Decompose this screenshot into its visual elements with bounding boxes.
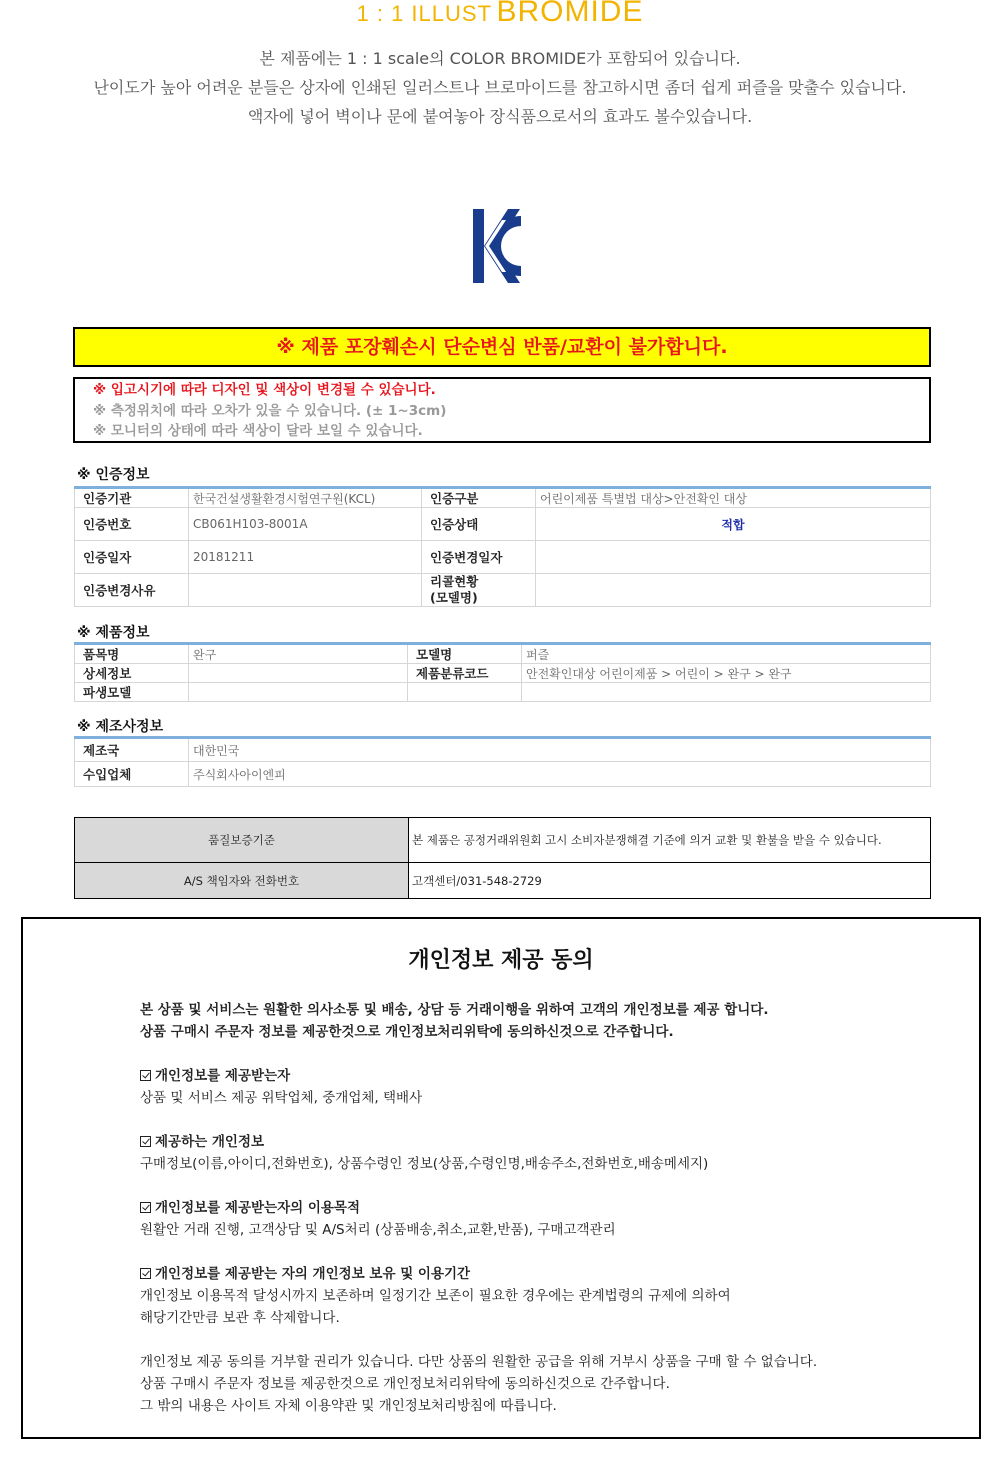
quality-label: 품질보증기준 bbox=[75, 818, 409, 863]
bromide-title bbox=[0, 0, 1000, 37]
table-row bbox=[75, 508, 931, 541]
privacy-section-title: 제공하는 개인정보 bbox=[155, 1134, 265, 1150]
as-label: A/S 책임자와 전화번호 bbox=[75, 863, 409, 899]
cert-value bbox=[189, 574, 422, 607]
privacy-section-heading bbox=[140, 1131, 969, 1153]
table-row bbox=[75, 818, 931, 863]
privacy-consent-box bbox=[21, 917, 981, 1439]
cert-status-value: 적합 bbox=[536, 508, 931, 541]
privacy-section-text: 개인정보 이용목적 달성시까지 보존하며 일정기간 보존이 필요한 경우에는 관계법령의 규제에 의하여 bbox=[140, 1288, 731, 1304]
privacy-intro-line: 본 상품 및 서비스는 원활한 의사소통 및 배송, 상담 등 거래이행을 위하여 고객의 개인정보를 제공 합니다. bbox=[140, 1002, 769, 1018]
privacy-section-title: 개인정보를 제공받는자 bbox=[155, 1068, 291, 1084]
manufacturer-value: 주식회사아이엔피 bbox=[189, 762, 931, 787]
product-label bbox=[408, 683, 522, 702]
manufacturer-value: 대한민국 bbox=[189, 738, 931, 762]
bromide-title-small: 1 : 1 ILLUST bbox=[356, 1, 493, 26]
manufacturer-table bbox=[74, 736, 931, 787]
manufacturer-label: 수입업체 bbox=[75, 762, 189, 787]
cert-label: 인증변경사유 bbox=[75, 574, 189, 607]
cert-label: 인증기관 bbox=[75, 488, 189, 508]
as-contact-value: 고객센터/031-548-2729 bbox=[409, 863, 931, 899]
intro-line: 본 제품에는 1 : 1 scale의 COLOR BROMIDE가 포함되어 있습니다. bbox=[259, 49, 741, 68]
privacy-section-title: 개인정보를 제공받는 자의 개인정보 보유 및 이용기간 bbox=[155, 1266, 471, 1282]
product-value: 퍼즐 bbox=[522, 644, 931, 664]
table-row bbox=[75, 488, 931, 508]
table-row bbox=[75, 683, 931, 702]
checkbox-checked-icon bbox=[140, 1268, 151, 1279]
certification-heading: ※ 인증정보 bbox=[77, 467, 150, 483]
product-value bbox=[522, 683, 931, 702]
table-row bbox=[75, 738, 931, 762]
table-row bbox=[75, 863, 931, 899]
privacy-closing-line: 개인정보 제공 동의를 거부할 권리가 있습니다. 다만 상품의 원활한 공급을 위해 거부시 상품을 구매 할 수 없습니다. bbox=[140, 1354, 818, 1370]
quality-table bbox=[74, 817, 931, 899]
privacy-section-text: 상품 및 서비스 제공 위탁업체, 중개업체, 택배사 bbox=[140, 1090, 423, 1106]
product-label: 품목명 bbox=[75, 644, 189, 664]
cert-label: 인증구분 bbox=[422, 488, 536, 508]
product-label: 제품분류코드 bbox=[408, 664, 522, 683]
privacy-section-heading bbox=[140, 1197, 969, 1219]
manufacturer-label: 제조국 bbox=[75, 738, 189, 762]
product-heading: ※ 제품정보 bbox=[77, 625, 150, 641]
privacy-section-title: 개인정보를 제공받는자의 이용목적 bbox=[155, 1200, 361, 1216]
intro-line: 액자에 넣어 벽이나 문에 붙여놓아 장식품으로서의 효과도 볼수있습니다. bbox=[247, 107, 753, 126]
intro-line: 난이도가 높아 어려운 분들은 상자에 인쇄된 일러스트나 브로마이드를 참고하시면 좀더 쉽게 퍼즐을 맞출수 있습니다. bbox=[93, 78, 907, 97]
product-value: 안전확인대상 어린이제품 > 어린이 > 완구 > 완구 bbox=[522, 664, 931, 683]
product-label: 상세정보 bbox=[75, 664, 189, 683]
recall-status-text: 리콜현황 (모델명) bbox=[430, 574, 479, 605]
cert-value: CB061H103-8001A bbox=[189, 508, 422, 541]
manufacturer-heading: ※ 제조사정보 bbox=[77, 719, 164, 735]
quality-value: 본 제품은 공정거래위원회 고시 소비자분쟁해결 기준에 의거 교환 및 환불을 받을 수 있습니다. bbox=[409, 818, 931, 863]
privacy-body bbox=[140, 999, 969, 1417]
checkbox-checked-icon bbox=[140, 1202, 151, 1213]
certification-table bbox=[74, 486, 931, 607]
table-row bbox=[75, 644, 931, 664]
cert-label: 인증변경일자 bbox=[422, 541, 536, 574]
privacy-closing-line: 상품 구매시 주문자 정보를 제공한것으로 개인정보처리위탁에 동의하신것으로 간주합니다. bbox=[140, 1376, 670, 1392]
checkbox-checked-icon bbox=[140, 1136, 151, 1147]
privacy-section-heading bbox=[140, 1065, 969, 1087]
bromide-title-big: BROMIDE bbox=[496, 0, 644, 28]
kc-certification-icon bbox=[472, 208, 522, 284]
privacy-section-heading bbox=[140, 1263, 969, 1285]
product-value bbox=[189, 664, 408, 683]
table-row bbox=[75, 574, 931, 607]
privacy-section-text: 원활안 거래 진행, 고객상담 및 A/S처리 (상품배송,취소,교환,반품), 구매고객관리 bbox=[140, 1222, 616, 1238]
cert-label: 인증번호 bbox=[75, 508, 189, 541]
checkbox-checked-icon bbox=[140, 1070, 151, 1081]
table-row bbox=[75, 541, 931, 574]
product-value: 완구 bbox=[189, 644, 408, 664]
product-label: 파생모델 bbox=[75, 683, 189, 702]
cert-value bbox=[536, 541, 931, 574]
cert-value bbox=[536, 574, 931, 607]
product-label: 모델명 bbox=[408, 644, 522, 664]
privacy-intro-line: 상품 구매시 주문자 정보를 제공한것으로 개인정보처리위탁에 동의하신것으로 간주합니다. bbox=[140, 1024, 674, 1040]
cert-value: 어린이제품 특별법 대상>안전확인 대상 bbox=[536, 488, 931, 508]
cert-label: 인증일자 bbox=[75, 541, 189, 574]
notice-line: ※ 모니터의 상태에 따라 색상이 달라 보일 수 있습니다. bbox=[93, 423, 423, 439]
notice-line: ※ 입고시기에 따라 디자인 및 색상이 변경될 수 있습니다. bbox=[93, 382, 436, 398]
notice-box bbox=[73, 377, 931, 443]
product-table bbox=[74, 642, 931, 702]
table-row bbox=[75, 664, 931, 683]
privacy-section-text: 구매정보(이름,아이디,전화번호), 상품수령인 정보(상품,수령인명,배송주소,전화번호,배송메세지) bbox=[140, 1156, 709, 1172]
return-warning-banner: ※ 제품 포장훼손시 단순변심 반품/교환이 불가합니다. bbox=[73, 327, 931, 367]
privacy-closing-line: 그 밖의 내용은 사이트 자체 이용약관 및 개인정보처리방침에 따릅니다. bbox=[140, 1398, 557, 1414]
cert-value: 20181211 bbox=[189, 541, 422, 574]
privacy-title: 개인정보 제공 동의 bbox=[408, 948, 594, 973]
notice-line: ※ 측정위치에 따라 오차가 있을 수 있습니다. (± 1~3cm) bbox=[93, 402, 447, 419]
table-row bbox=[75, 762, 931, 787]
cert-label: 인증상태 bbox=[422, 508, 536, 541]
product-value bbox=[189, 683, 408, 702]
recall-status-label bbox=[422, 574, 536, 607]
cert-value: 한국건설생활환경시험연구원(KCL) bbox=[189, 488, 422, 508]
privacy-section-text: 해당기간만큼 보관 후 삭제합니다. bbox=[140, 1310, 340, 1326]
intro-text bbox=[0, 44, 1000, 131]
